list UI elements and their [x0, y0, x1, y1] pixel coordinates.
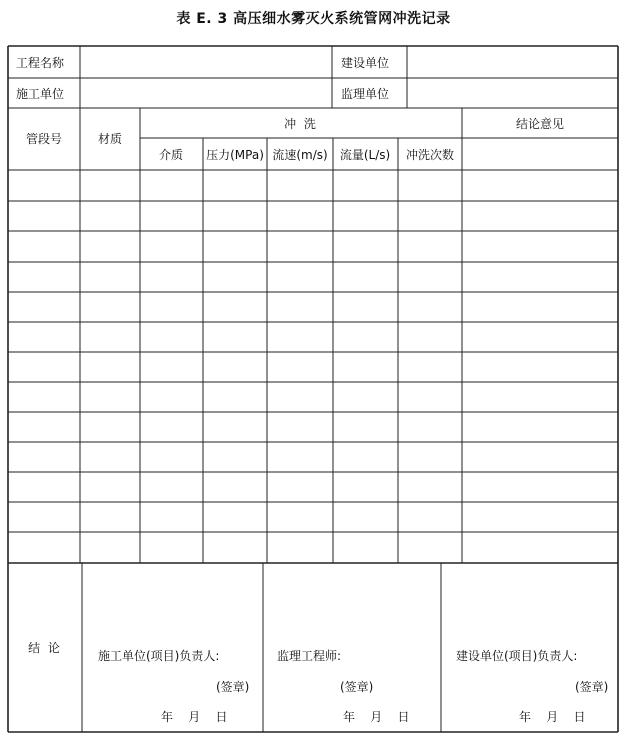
cell-velocity[interactable]: [267, 292, 333, 322]
table-row: [8, 262, 618, 292]
table-row: [8, 532, 618, 563]
builder-sign: (签章): [575, 680, 609, 694]
cell-pressure[interactable]: [203, 352, 267, 382]
cell-medium[interactable]: [140, 502, 203, 532]
cell-flush-count[interactable]: [398, 231, 462, 262]
cell-medium[interactable]: [140, 442, 203, 472]
cell-flush-count[interactable]: [398, 352, 462, 382]
header-flow-rate: 流量(L/s): [339, 148, 391, 162]
cell-material[interactable]: [80, 532, 140, 563]
constructor-role: 施工单位(项目)负责人:: [98, 649, 220, 663]
cell-conclusion-opinion[interactable]: [462, 412, 618, 442]
cell-conclusion-opinion[interactable]: [462, 442, 618, 472]
header-segment-number: 管段号: [25, 132, 63, 146]
table-row: [8, 502, 618, 532]
table-row: [8, 292, 618, 322]
cell-material[interactable]: [80, 472, 140, 502]
table-row: [8, 412, 618, 442]
cell-segment[interactable]: [8, 442, 80, 472]
supervisor-sign: (签章): [340, 680, 374, 694]
cell-pressure[interactable]: [203, 201, 267, 231]
cell-pressure[interactable]: [203, 472, 267, 502]
cell-medium[interactable]: [140, 170, 203, 201]
cell-segment[interactable]: [8, 382, 80, 412]
cell-velocity[interactable]: [267, 382, 333, 412]
cell-flush-count[interactable]: [398, 262, 462, 292]
constructor-date: 年 月 日: [161, 710, 228, 724]
cell-flush-count[interactable]: [398, 532, 462, 563]
cell-medium[interactable]: [140, 412, 203, 442]
header-material: 材质: [97, 132, 123, 146]
cell-flow-rate[interactable]: [333, 322, 398, 352]
cell-pressure[interactable]: [203, 382, 267, 412]
cell-pressure[interactable]: [203, 532, 267, 563]
cell-medium[interactable]: [140, 322, 203, 352]
cell-segment[interactable]: [8, 322, 80, 352]
cell-material[interactable]: [80, 382, 140, 412]
cell-flush-count[interactable]: [398, 412, 462, 442]
cell-flush-count[interactable]: [398, 322, 462, 352]
cell-flush-count[interactable]: [398, 170, 462, 201]
header-flush-count: 冲洗次数: [405, 148, 455, 162]
table-row: [8, 170, 618, 201]
project-name-label: 工程名称: [16, 56, 65, 70]
table-row: [8, 352, 618, 382]
cell-material[interactable]: [80, 412, 140, 442]
cell-flush-count[interactable]: [398, 292, 462, 322]
cell-velocity[interactable]: [267, 442, 333, 472]
cell-velocity[interactable]: [267, 472, 333, 502]
cell-segment[interactable]: [8, 292, 80, 322]
cell-medium[interactable]: [140, 352, 203, 382]
cell-conclusion-opinion[interactable]: [462, 382, 618, 412]
table-row: [8, 442, 618, 472]
cell-segment[interactable]: [8, 352, 80, 382]
cell-flow-rate[interactable]: [333, 231, 398, 262]
cell-flow-rate[interactable]: [333, 382, 398, 412]
cell-medium[interactable]: [140, 231, 203, 262]
cell-pressure[interactable]: [203, 170, 267, 201]
cell-flush-count[interactable]: [398, 382, 462, 412]
table-row: [8, 231, 618, 262]
cell-velocity[interactable]: [267, 231, 333, 262]
cell-material[interactable]: [80, 262, 140, 292]
cell-material[interactable]: [80, 322, 140, 352]
cell-conclusion-opinion[interactable]: [462, 352, 618, 382]
header-pressure: 压力(MPa): [206, 148, 264, 162]
cell-pressure[interactable]: [203, 292, 267, 322]
cell-material[interactable]: [80, 170, 140, 201]
cell-flush-count[interactable]: [398, 472, 462, 502]
table-row: [8, 382, 618, 412]
cell-material[interactable]: [80, 502, 140, 532]
cell-conclusion-opinion[interactable]: [462, 472, 618, 502]
cell-velocity[interactable]: [267, 262, 333, 292]
supervision-unit-label: 监理单位: [341, 87, 390, 101]
cell-medium[interactable]: [140, 201, 203, 231]
cell-material[interactable]: [80, 201, 140, 231]
cell-flow-rate[interactable]: [333, 352, 398, 382]
supervisor-role: 监理工程师:: [277, 649, 342, 663]
header-conclusion-opinion: 结论意见: [515, 117, 565, 131]
cell-pressure[interactable]: [203, 231, 267, 262]
table-row: [8, 322, 618, 352]
builder-date: 年 月 日: [519, 710, 586, 724]
cell-flow-rate[interactable]: [333, 170, 398, 201]
header-flush: 冲 洗: [284, 117, 318, 131]
cell-material[interactable]: [80, 292, 140, 322]
construction-unit-label: 施工单位: [16, 87, 65, 101]
cell-conclusion-opinion[interactable]: [462, 170, 618, 201]
cell-conclusion-opinion[interactable]: [462, 262, 618, 292]
cell-flow-rate[interactable]: [333, 472, 398, 502]
cell-pressure[interactable]: [203, 502, 267, 532]
header-medium: 介质: [158, 148, 184, 162]
cell-conclusion-opinion[interactable]: [462, 292, 618, 322]
cell-conclusion-opinion[interactable]: [462, 322, 618, 352]
cell-segment[interactable]: [8, 412, 80, 442]
cell-flow-rate[interactable]: [333, 532, 398, 563]
cell-medium[interactable]: [140, 292, 203, 322]
cell-medium[interactable]: [140, 382, 203, 412]
cell-pressure[interactable]: [203, 262, 267, 292]
constructor-sign: (签章): [216, 680, 250, 694]
cell-flush-count[interactable]: [398, 201, 462, 231]
table-row: [8, 201, 618, 231]
cell-flow-rate[interactable]: [333, 442, 398, 472]
cell-material[interactable]: [80, 352, 140, 382]
cell-flow-rate[interactable]: [333, 292, 398, 322]
cell-medium[interactable]: [140, 262, 203, 292]
table-row: [8, 472, 618, 502]
supervisor-date: 年 月 日: [343, 710, 410, 724]
cell-velocity[interactable]: [267, 502, 333, 532]
cell-conclusion-opinion[interactable]: [462, 532, 618, 563]
cell-segment[interactable]: [8, 262, 80, 292]
cell-segment[interactable]: [8, 231, 80, 262]
conclusion-label: 结 论: [28, 641, 62, 655]
cell-flow-rate[interactable]: [333, 201, 398, 231]
cell-velocity[interactable]: [267, 322, 333, 352]
cell-pressure[interactable]: [203, 322, 267, 352]
cell-pressure[interactable]: [203, 412, 267, 442]
cell-pressure[interactable]: [203, 442, 267, 472]
builder-unit-label: 建设单位: [341, 56, 390, 70]
cell-velocity[interactable]: [267, 201, 333, 231]
table-title: 表 E. 3 高压细水雾灭火系统管网冲洗记录: [176, 11, 451, 27]
cell-material[interactable]: [80, 231, 140, 262]
cell-medium[interactable]: [140, 472, 203, 502]
cell-medium[interactable]: [140, 532, 203, 563]
builder-role: 建设单位(项目)负责人:: [456, 649, 578, 663]
cell-flush-count[interactable]: [398, 502, 462, 532]
cell-material[interactable]: [80, 442, 140, 472]
cell-flush-count[interactable]: [398, 442, 462, 472]
cell-velocity[interactable]: [267, 352, 333, 382]
cell-conclusion-opinion[interactable]: [462, 201, 618, 231]
cell-velocity[interactable]: [267, 170, 333, 201]
cell-segment[interactable]: [8, 201, 80, 231]
cell-flow-rate[interactable]: [333, 502, 398, 532]
cell-segment[interactable]: [8, 502, 80, 532]
cell-flow-rate[interactable]: [333, 262, 398, 292]
cell-velocity[interactable]: [267, 412, 333, 442]
cell-segment[interactable]: [8, 170, 80, 201]
header-velocity: 流速(m/s): [272, 148, 328, 162]
cell-conclusion-opinion[interactable]: [462, 231, 618, 262]
cell-segment[interactable]: [8, 472, 80, 502]
cell-conclusion-opinion[interactable]: [462, 502, 618, 532]
cell-flow-rate[interactable]: [333, 412, 398, 442]
cell-velocity[interactable]: [267, 532, 333, 563]
cell-segment[interactable]: [8, 532, 80, 563]
